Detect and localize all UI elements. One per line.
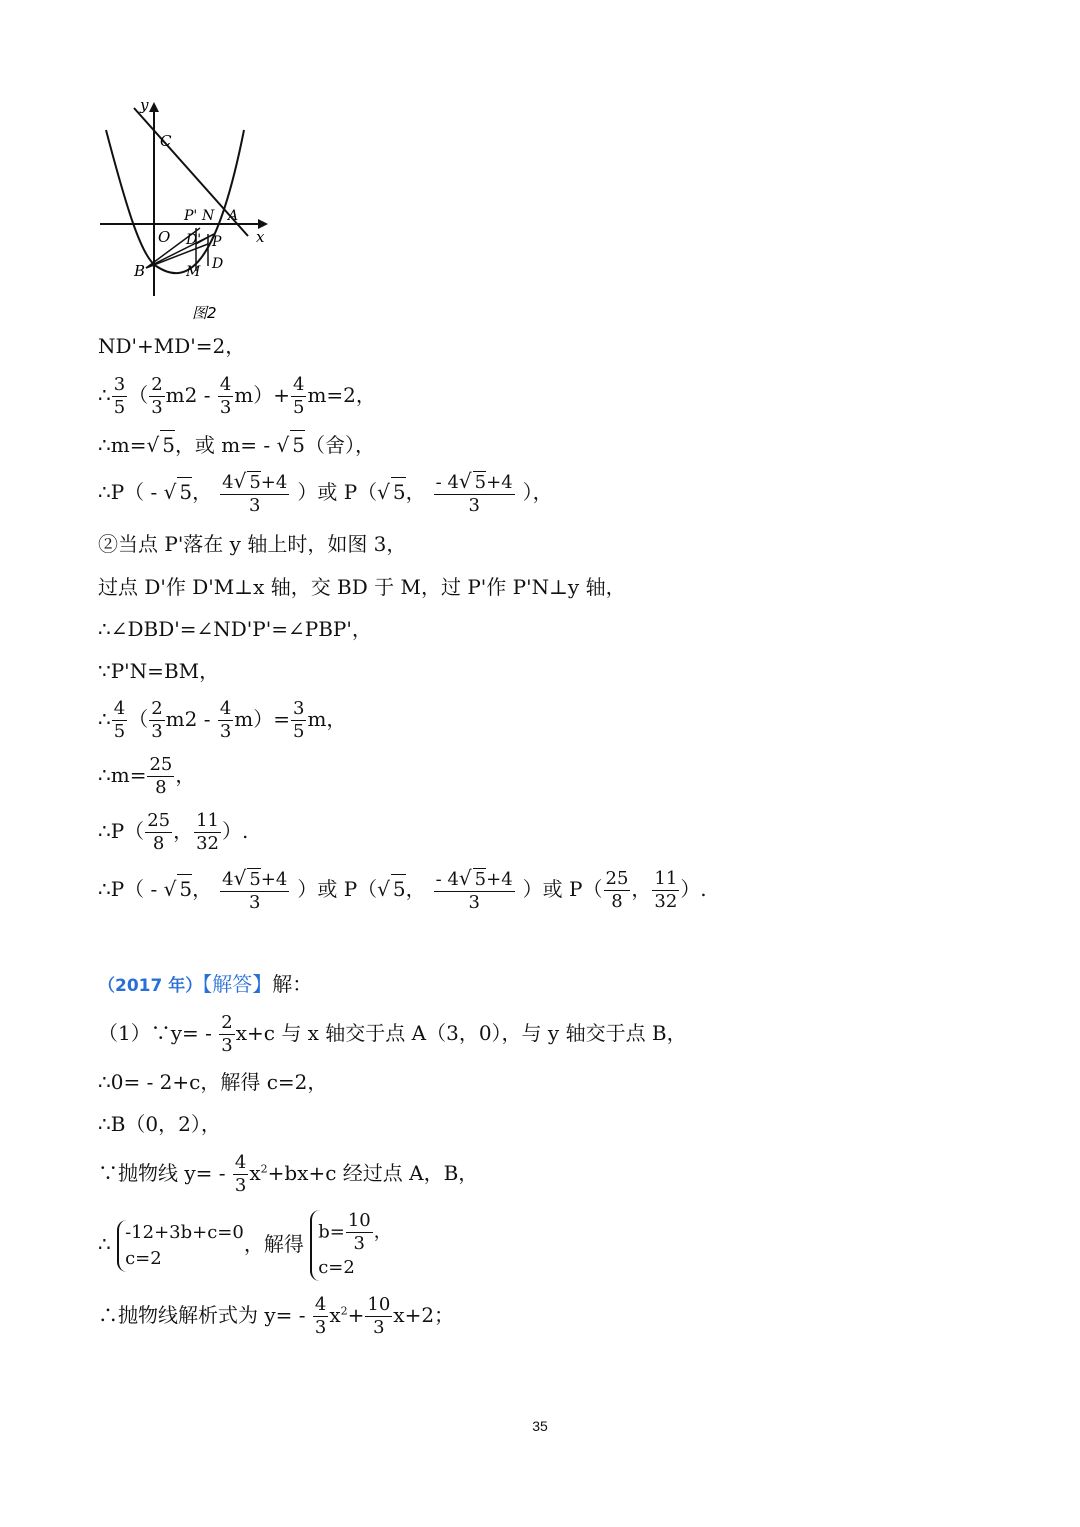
line-1: ND'+MD'=2，: [98, 334, 246, 358]
section-line-3: ∴B（0，2），: [98, 1112, 221, 1136]
line-6: 过点 D'作 D'M⊥x 轴，交 BD 于 M，过 P'作 P'N⊥y 轴，: [98, 575, 626, 599]
solution-system: b= $\frac{10}{3}$ ， c=2: [310, 1210, 392, 1281]
figure-caption: 图2: [192, 304, 217, 322]
line-10: ∴m= $\frac{25}{8}$ ，: [98, 754, 196, 798]
label-p-prime: P': [184, 208, 198, 224]
line-11: ∴P（ $\frac{25}{8}$ ， $\frac{11}{32}$ ）.: [98, 810, 249, 854]
label-c: C: [160, 132, 172, 150]
section-header: （2017 年）【解答】解：: [98, 972, 313, 996]
label-y: y: [140, 96, 149, 114]
line-4: ∴P（ - √ 5， $\frac{4√ 5+4}{3}$ ）或 P（√ 5， $\frac{- 4√ 5+4}{3}$ ），: [98, 469, 553, 516]
line-8: ∵P'N=BM，: [98, 659, 220, 683]
line-12: ∴P（ - √ 5， $\frac{4√ 5+4}{3}$ ）或 P（√ 5， $\frac{- 4√ 5+4}{3}$ ）或 P（ $\frac{25}{8}$ ， $\frac{11}{32}$ ）.: [98, 866, 707, 913]
line-3: ∴m=√ 5，或 m= - √ 5（舍），: [98, 430, 375, 459]
label-p: P: [212, 234, 222, 250]
line-9: ∴ $\frac{4}{5}$ （ $\frac{2}{3}$ m2 - $\frac{4}{3}$ m）= $\frac{3}{5}$ m，: [98, 698, 347, 742]
label-o: O: [158, 228, 171, 246]
label-d-prime: D': [186, 232, 202, 248]
label-m: M: [186, 264, 201, 280]
label-a: A: [228, 208, 239, 224]
label-d: D: [212, 256, 224, 272]
parabola-diagram: [96, 96, 276, 326]
line-7: ∴∠DBD'=∠ND'P'=∠PBP'，: [98, 617, 372, 641]
section-line-5: ∴ -12+3b+c=0 c=2，解得 b= $\frac{10}{3}$ ， c=2: [98, 1210, 392, 1281]
section-line-4: ∵抛物线 y= - $\frac{4}{3}$ $x^2+bx+c$ 经过点 A，B，: [98, 1152, 479, 1196]
page-number: 35: [532, 1418, 548, 1434]
figure-graph: [96, 96, 276, 326]
label-n: N: [202, 208, 215, 224]
equation-system: -12+3b+c=0 c=2: [117, 1220, 244, 1272]
line-2: ∴ $\frac{3}{5}$ （ $\frac{2}{3}$ m2 - $\frac{4}{3}$ m）+ $\frac{4}{5}$ m=2，: [98, 374, 376, 418]
label-x: x: [256, 228, 265, 246]
section-line-1: （1）∵y= - $\frac{2}{3}$ x+c 与 x 轴交于点 A（3，0），与 y 轴交于点 B，: [98, 1012, 687, 1056]
label-b: B: [134, 262, 146, 280]
section-line-2: ∴0= - 2+c，解得 c=2，: [98, 1070, 328, 1094]
section-line-6: ∴抛物线解析式为 y= - $\frac{4}{3}$ $x^2+$ $\frac{10}{3}$ x+2；: [98, 1294, 455, 1338]
line-5: ②当点 P'落在 y 轴上时，如图 3，: [98, 532, 407, 556]
